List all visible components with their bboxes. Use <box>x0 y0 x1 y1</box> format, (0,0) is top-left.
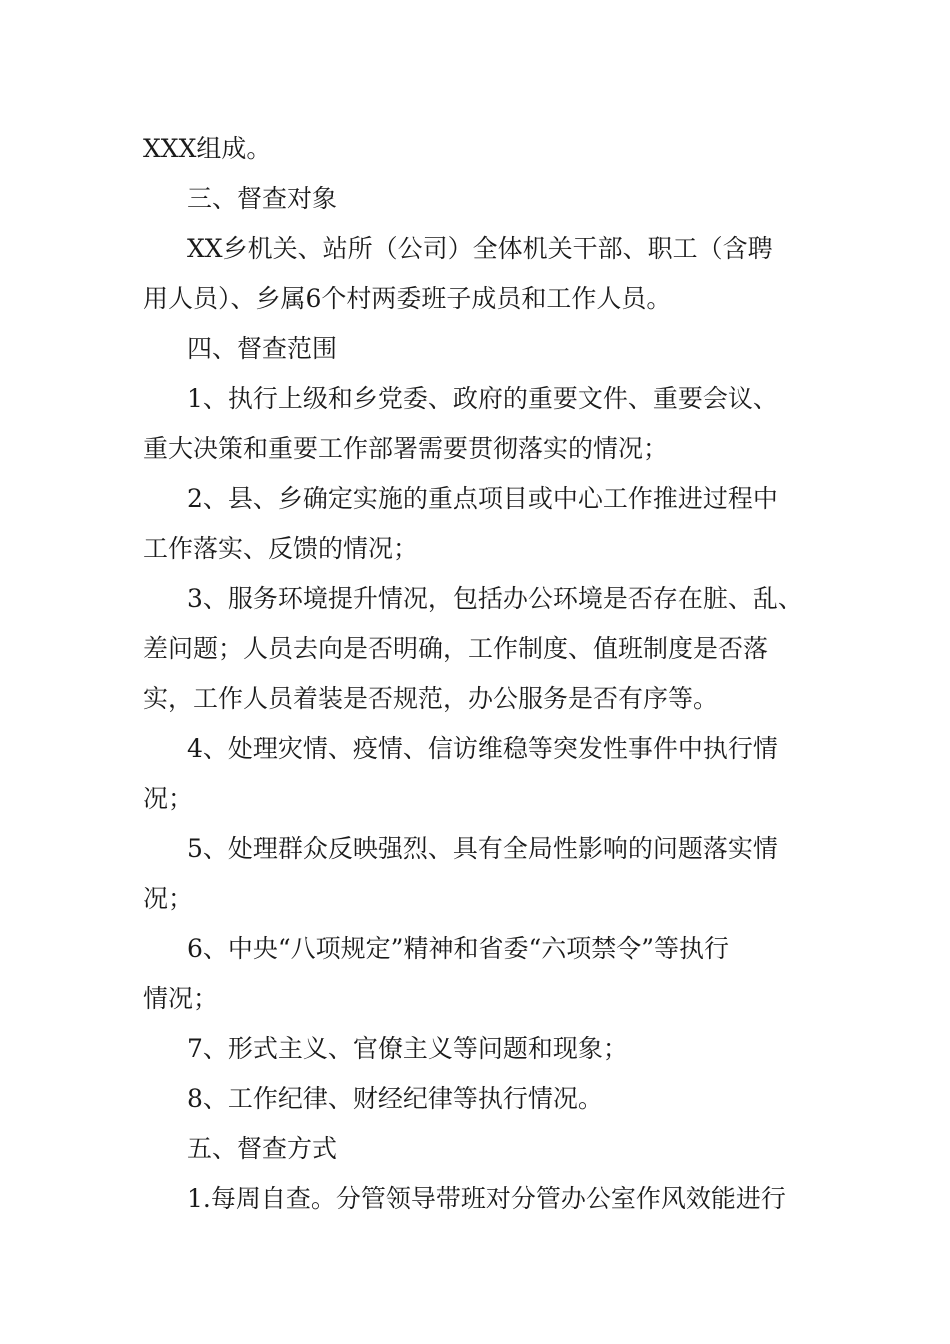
list-item-1-continuation: 重大决策和重要工作部署需要贯彻落实的情况； <box>143 434 669 463</box>
paragraph-line: XX乡机关、站所（公司）全体机关干部、职工（含聘 <box>187 234 773 263</box>
paragraph-line: 用人员）、乡属6个村两委班子成员和工作人员。 <box>143 284 672 313</box>
section-heading-oversight-targets: 三、督查对象 <box>187 184 338 213</box>
list-item-4: 4、处理灾情、疫情、信访维稳等突发性事件中执行情 <box>187 734 778 763</box>
list-item-5: 5、处理群众反映强烈、具有全局性影响的问题落实情 <box>187 834 778 863</box>
list-item-7: 7、形式主义、官僚主义等问题和现象； <box>187 1034 628 1063</box>
list-item-5-continuation: 况； <box>143 884 194 913</box>
section-heading-oversight-scope: 四、督查范围 <box>187 334 338 363</box>
list-item-3-continuation: 实，工作人员着装是否规范，办公服务是否有序等。 <box>143 684 719 713</box>
method-item-1: 1.每周自查。分管领导带班对分管办公室作风效能进行 <box>187 1184 786 1213</box>
list-item-3: 3、服务环境提升情况，包括办公环境是否存在脏、乱、 <box>187 584 803 613</box>
list-item-2: 2、县、乡确定实施的重点项目或中心工作推进过程中 <box>187 484 778 513</box>
section-heading-oversight-methods: 五、督查方式 <box>187 1134 338 1163</box>
list-item-6: 6、中央“八项规定”精神和省委“六项禁令”等执行 <box>187 934 730 963</box>
list-item-6-continuation: 情况； <box>143 984 219 1013</box>
list-item-4-continuation: 况； <box>143 784 194 813</box>
list-item-3-continuation: 差问题；人员去向是否明确，工作制度、值班制度是否落 <box>143 634 769 663</box>
text-line-continuation: XXX组成。 <box>143 134 272 163</box>
list-item-8: 8、工作纪律、财经纪律等执行情况。 <box>187 1084 603 1113</box>
list-item-2-continuation: 工作落实、反馈的情况； <box>143 534 419 563</box>
list-item-1: 1、执行上级和乡党委、政府的重要文件、重要会议、 <box>187 384 778 413</box>
